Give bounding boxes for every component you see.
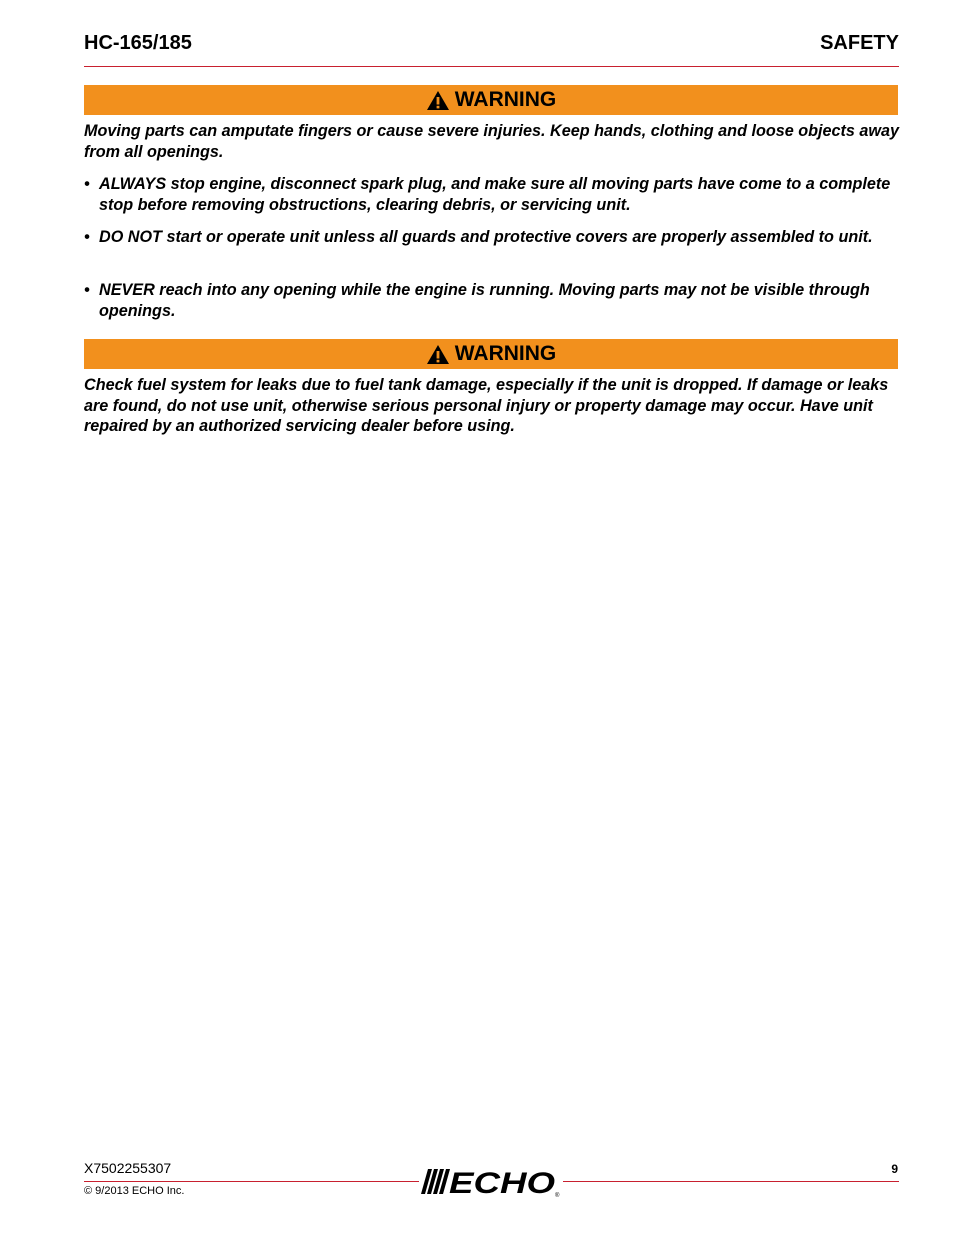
page-header — [84, 30, 899, 67]
warning-label-2: WARNING — [454, 342, 557, 365]
bullet-text: ALWAYS stop engine, disconnect spark plug, and make sure all moving parts have come to a complete stop before removing obstructions, clearing debris, or servicing unit. — [99, 175, 891, 214]
svg-text:ECHO: ECHO — [449, 1167, 555, 1198]
warning-banner-2 — [84, 339, 898, 369]
svg-text:®: ® — [555, 1193, 560, 1198]
warning-2-text: Check fuel system for leaks due to fuel tank damage, especially if the unit is dropped. If damage or leaks are found, do not use unit, otherwise serious personal injury or property damage may occur. Have unit repaired by an authorized servicing dealer before using. — [84, 376, 889, 435]
bullet-text: DO NOT start or operate unit unless all guards and protective covers are properly assembled to unit. — [99, 228, 873, 246]
warning-banner-1 — [84, 85, 898, 115]
bullet-text: NEVER reach into any opening while the engine is running. Moving parts may not be visible through openings. — [99, 281, 870, 320]
warning-1-bullet: • DO NOT start or operate unit unless all guards and protective covers are properly assembled to unit. — [84, 227, 899, 248]
warning-1-intro: Moving parts can amputate fingers or cause severe injuries. Keep hands, clothing and loose objects away from all openings. — [84, 122, 900, 161]
warning-label-1: WARNING — [454, 88, 557, 111]
warning-triangle-icon — [426, 344, 450, 365]
echo-logo — [419, 1166, 563, 1198]
document-number: X7502255307 — [84, 1160, 172, 1176]
warning-1-bullet: • NEVER reach into any opening while the engine is running. Moving parts may not be visible through openings. — [84, 280, 899, 321]
copyright: © 9/2013 ECHO Inc. — [84, 1185, 185, 1197]
warning-1-bullet: • ALWAYS stop engine, disconnect spark plug, and make sure all moving parts have come to a complete stop before removing obstructions, clearing debris, or servicing unit. — [84, 174, 899, 215]
warning-triangle-icon — [426, 90, 450, 111]
page-number: 9 — [891, 1162, 898, 1176]
model-title: HC-165/185 — [84, 32, 192, 54]
section-title: SAFETY — [820, 32, 899, 54]
